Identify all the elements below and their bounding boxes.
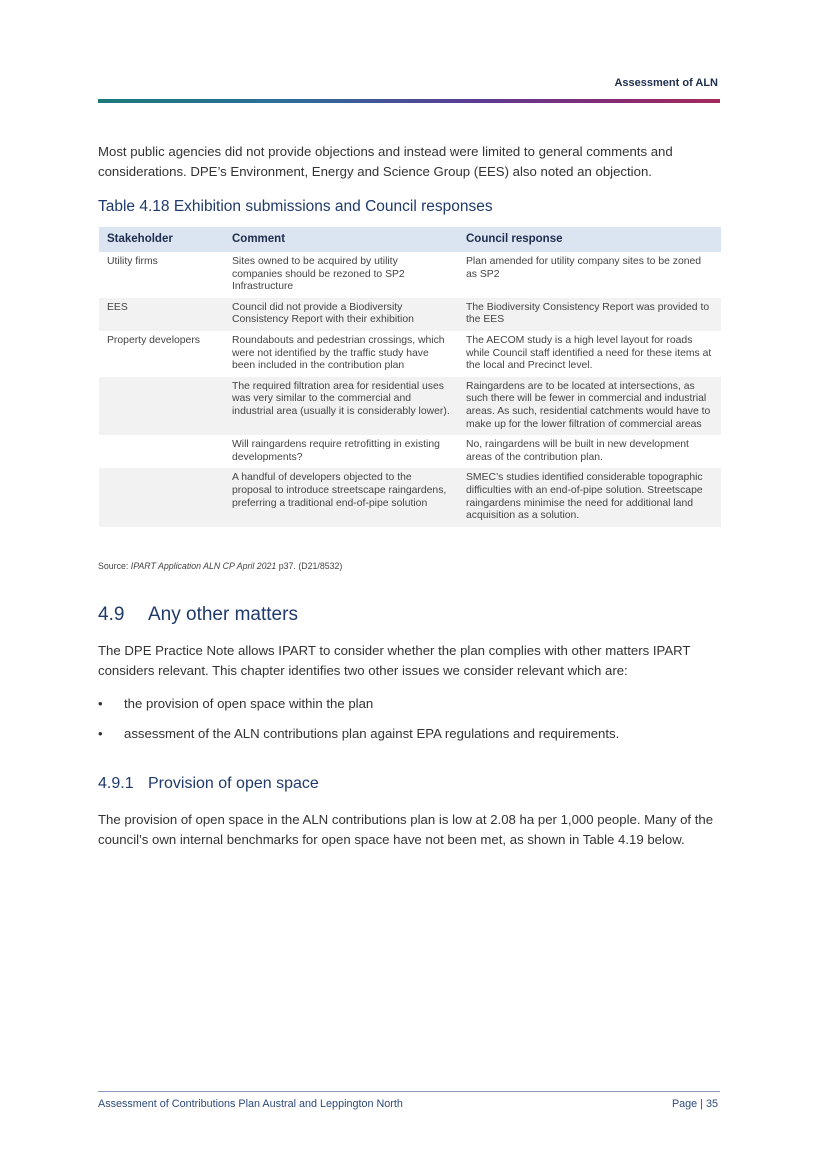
cell-stakeholder: Property developers [107, 334, 200, 346]
cell-stakeholder [99, 435, 224, 468]
source-suffix: p37. (D21/8532) [276, 561, 343, 571]
table-row [99, 468, 721, 526]
source-title: IPART Application ALN CP April 2021 [130, 561, 277, 571]
bullet-text: the provision of open space within the plan [124, 696, 374, 711]
table-header-row [99, 227, 721, 252]
footer-document-title: Assessment of Contributions Plan Austral and Leppington North [98, 1098, 403, 1110]
source-prefix: Source: [98, 561, 131, 571]
section-heading-4-9-1 [98, 775, 319, 793]
header-title: Assessment of ALN [614, 77, 718, 89]
cell-comment: Will raingardens require retrofitting in existing developments? [232, 439, 440, 463]
cell-stakeholder [99, 468, 224, 526]
cell-response: Plan amended for utility company sites to be zoned as SP2 [466, 256, 702, 280]
cell-response: SMEC’s studies identified considerable topographic difficulties with an end-of-pipe solution. Streetscape raingardens minimise the need for additional land acquisition as a solution. [458, 468, 721, 526]
header-gradient-bar [98, 99, 720, 103]
cell-response: No, raingardens will be built in new development areas of the contribution plan. [466, 439, 689, 463]
section-number: 4.9 [98, 604, 125, 625]
cell-stakeholder [99, 377, 224, 435]
cell-stakeholder: Utility firms [107, 256, 158, 267]
subsection-title: Provision of open space [148, 775, 319, 792]
table-row [99, 252, 721, 298]
cell-comment: The required filtration area for residential uses was very similar to the commercial and industrial area (usually it is considerably lower). [224, 377, 458, 435]
table-row [99, 377, 721, 435]
section-4-9-paragraph: The DPE Practice Note allows IPART to consider whether the plan complies with other matters IPART considers relevant. This chapter identifies two other issues we consider relevant which are: [98, 643, 691, 678]
cell-comment: Council did not provide a Biodiversity Consistency Report with their exhibition [224, 298, 458, 331]
header-comment: Comment [224, 227, 458, 252]
table-source-note [98, 561, 342, 571]
submissions-table [99, 227, 721, 527]
footer-divider [98, 1091, 720, 1092]
subsection-number: 4.9.1 [98, 775, 134, 792]
cell-stakeholder: EES [99, 298, 224, 331]
table-row [99, 331, 721, 377]
intro-paragraph: Most public agencies did not provide objections and instead were limited to general comments and considerations. DPE’s Environment, Energy and Science Group (EES) also noted an objection. [98, 144, 673, 179]
section-4-9-1-paragraph: The provision of open space in the ALN contributions plan is low at 2.08 ha per 1,000 people. Many of the council’s own internal benchmarks for open space have not been met, as shown in Table 4.19 below. [98, 812, 714, 847]
cell-response: Raingardens are to be located at intersections, as such there will be fewer in commercial and industrial areas. As such, residential catchments would have to make up for the lower filtration of commercial areas [458, 377, 721, 435]
bullet-icon: • [98, 726, 103, 741]
cell-response: The Biodiversity Consistency Report was provided to the EES [458, 298, 721, 331]
section-heading-4-9 [98, 604, 298, 626]
cell-comment: Roundabouts and pedestrian crossings, which were not identified by the traffic study have been included in the contribution plan [232, 334, 445, 372]
table-caption: Table 4.18 Exhibition submissions and Council responses [98, 198, 493, 215]
cell-comment: Sites owned to be acquired by utility companies should be rezoned to SP2 Infrastructure [232, 256, 405, 293]
bullet-text: assessment of the ALN contributions plan against EPA regulations and requirements. [124, 726, 620, 741]
header-council-response: Council response [458, 227, 721, 252]
footer-page-number: Page | 35 [671, 1098, 718, 1110]
section-title: Any other matters [148, 604, 298, 625]
table-row [99, 298, 721, 331]
cell-comment: A handful of developers objected to the proposal to introduce streetscape raingardens, preferring a traditional end-of-pipe solution [224, 468, 458, 526]
bullet-icon: • [98, 696, 103, 711]
cell-response: The AECOM study is a high level layout for roads while Council staff identified a need for these items at the local and Precinct level. [466, 334, 712, 372]
table-row [99, 435, 721, 468]
header-stakeholder: Stakeholder [99, 227, 224, 252]
